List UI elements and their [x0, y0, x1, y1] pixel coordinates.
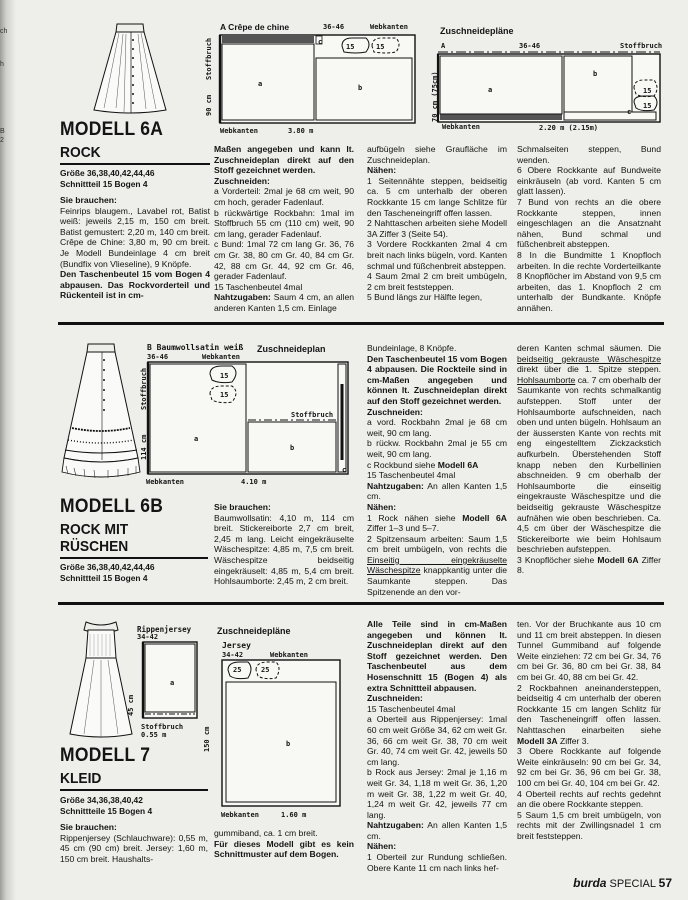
- fabric-name: B Baumwollsatin weiß: [147, 343, 244, 352]
- sizes-text: Größe 34,36,38,40,42: [60, 795, 143, 805]
- text-column: [367, 619, 507, 873]
- underlined-term: beidseitig gekrauste Wäschespitze: [517, 353, 661, 364]
- piece-15: 15: [643, 87, 652, 95]
- skirt-illustration-6b: [58, 340, 143, 490]
- intro-text: Maßen angegeben und kann lt. Zuschneideplan direkt auf den Stoff gezeichnet werden.: [214, 144, 354, 176]
- sizes-text: Größe 36,38,40,42,44,46: [60, 168, 155, 178]
- step-text: Ziffer 8.: [517, 554, 662, 576]
- bag-note: Den Taschenbeutel 15 vom Bogen 4 abpausen. Das Rockvorderteil und Rückenteil ist in cm-: [60, 269, 210, 301]
- step-text: b rückw. Rockbahn 2mal je 55 cm weit, 90 cm lang.: [367, 438, 507, 459]
- size-range: 34-42: [222, 651, 244, 659]
- size-range: 34-42: [137, 633, 159, 641]
- step-text: direkt über die 1. Spitze steppen.: [517, 364, 661, 375]
- allowance-text: Saum 4 cm, an allen anderen Kanten 1,5 cm. Einlage: [214, 292, 355, 313]
- fabric-length: 3.80 m: [288, 127, 314, 135]
- step-text: 5 Saum 1,5 cm breit umbügeln, von rechts mit der Zwillingsnadel 1 cm breit feststeppen.: [517, 809, 661, 841]
- cutting-heading: Zuschneiden:: [367, 406, 423, 417]
- garment-title: ROCK MIT: [60, 521, 129, 538]
- page-footer: [573, 876, 672, 890]
- piece-15-mirrored: 15: [376, 43, 385, 51]
- step-text: 1 Rock nähen siehe: [367, 512, 456, 523]
- size-range: 36-46: [147, 353, 169, 361]
- needs-text: Rippenjersey (Schlauchware): 0,55 m, 45 cm (90 cm) breit. Jersey: 1,60 m, 150 cm breit. Haushalts-: [60, 832, 208, 864]
- model-reference: Modell 6A: [462, 512, 507, 523]
- step-text: 2 Spitzensaum arbeiten: Saum 1,5 cm breit umbügeln, von rechts die: [367, 533, 507, 555]
- size-info: [60, 562, 210, 583]
- fold-label: Stoffbruch: [620, 42, 663, 50]
- underlined-term: Hohlsaumborte: [517, 374, 576, 385]
- step-text: a vord. Rockbahn 2mal je 68 cm weit, 90 cm lang.: [367, 417, 507, 438]
- series-label: SPECIAL: [609, 878, 656, 890]
- step-text: 4 Oberteil rechts auf rechts gedehnt an die obere Rockkante steppen.: [517, 788, 661, 810]
- step-text: ca. 7 cm oberhalb der Saumkante von rechts schmalkantig aufsteppen. Stoff unter der Hohlsaumborte aufschneiden, nach oben und unten bügeln. Hohlsaum an der äussersten Kante von rechts mit eng eingestelltem Zickzackstich aufkurbeln. Überstehenden Stoff knapp neben den Kurbellinien abschneiden. 9 cm oberhalb der Hohlsaumborte die einseitig eingekrauste Wäschespitze und die beidseitig gekrauste Wäschespitze aufnähen wie oben beschrieben. Ca. 4,5 cm über der Wäschespitze die Stickereiborte wie beim Hohlsaum beschrieben aufsteppen.: [517, 374, 661, 555]
- piece-a: a: [258, 80, 263, 88]
- text-column: [60, 195, 210, 301]
- section-divider: [58, 602, 664, 605]
- fabric-width: 90 cm: [205, 94, 213, 116]
- allowance-text: An allen Kanten 1,5 cm.: [367, 820, 507, 841]
- text-column: [517, 619, 661, 841]
- fabric-length: 2.20 m (2.15m): [539, 124, 599, 132]
- bag-note: Den Taschenbeutel 15 vom Bogen 4 abpausen. Die Rockteile sind in cm-Maßen angegeben und können lt. Zuschneideplan direkt auf den Stoff gezeichnet werden.: [367, 353, 507, 406]
- step-text: Ziffer 3.: [559, 735, 589, 746]
- title-underline: [60, 557, 208, 559]
- step-text: 15 Taschenbeutel 4mal: [367, 703, 456, 714]
- piece-a: a: [488, 86, 493, 94]
- fabric-name: Rippenjersey: [137, 625, 192, 634]
- fragment-text: ch: [0, 28, 8, 35]
- cutting-plan-heading: Zuschneideplan: [257, 344, 326, 354]
- step-text: knappkantig unter die Saumkante steppen. Das Spitzenende an den vor-: [367, 565, 507, 597]
- fold-label: Stoffbruch: [205, 37, 213, 80]
- garment-title-line2: RÜSCHEN: [60, 538, 129, 555]
- model-title: MODELL 6B: [60, 496, 164, 517]
- fabric-width: 70 cm (75cm): [431, 71, 439, 122]
- fold-label: Stoffbruch: [141, 723, 184, 731]
- text-column: [214, 502, 354, 587]
- needs-text: Baumwollsatin: 4,10 m, 114 cm breit. Stickereiborte 2,7 cm breit, 2,45 m lang. Leicht eingekräuselte Wäschespitze: 4,85 m, 7,5 cm breit. Wäschespitze beidseitig eingekräuselt: 4,85 m, 5,4 cm breit. Hohlsaumborte: 2,45 m, 2 cm breit.: [214, 512, 354, 587]
- step-text: 5 Bund längs zur Hälfte legen,: [367, 292, 483, 303]
- fabric-length: 4.10 m: [241, 478, 267, 486]
- allowance-text: An allen Kanten 1,5 cm.: [367, 480, 507, 502]
- step-text: 15 Taschenbeutel 4mal: [214, 281, 303, 292]
- fold-label-right: Stoffbruch: [291, 411, 334, 419]
- selvage-label: Webkanten: [370, 23, 408, 31]
- fabric-width: 150 cm: [203, 726, 211, 752]
- piece-15-mirrored: 15: [220, 391, 229, 399]
- step-text: c Bund: 1mal 72 cm lang Gr. 36, 76 cm Gr. 38, 80 cm Gr. 40, 84 cm Gr. 42, 88 cm Gr. 44, 92 cm Gr. 46, gerader Fadenlauf.: [214, 239, 354, 282]
- piece-15: 15: [220, 372, 229, 380]
- allowance-heading: Nahtzugaben:: [367, 480, 424, 491]
- step-text: 1 Seitennähte steppen, beidseitig ca. 5 cm unterhalb der oberen Rockkante 15 cm lange Schlitze für den Tascheneingriff offen lassen.: [367, 175, 507, 218]
- needs-text: Feinrips blaugem., Lavabel rot, Batist weiß: jeweils 2,15 m, 150 cm breit. Batist gemustert: 2,20 m, 140 cm breit. Crêpe de Chine: 3,80 m, 90 cm breit. Je Modell Bundeinlage 4 cm breit (Bundfix von Vlieseline), 9 Knöpfe.: [60, 205, 210, 269]
- step-text: 8 In die Bundmitte 1 Knopfloch arbeiten. In die rechte Vorderteilkante 8 Knopflöcher im Abstand von 9,5 cm arbeiten, das 1. Knopfloch 2 cm unterhalb der Bundkante. Knöpfe annähen.: [517, 249, 661, 313]
- piece-a: a: [194, 435, 199, 443]
- model-title: MODELL 6A: [60, 119, 164, 140]
- piece-15: 15: [346, 43, 355, 51]
- page-number: 57: [658, 876, 672, 890]
- cutting-plan-6a: [430, 48, 670, 126]
- sewing-heading: Nähen:: [367, 501, 397, 512]
- garment-title: KLEID: [60, 770, 102, 787]
- intro-text: Bundeinlage, 8 Knöpfe.: [367, 343, 457, 353]
- step-text: 6 Obere Rockkante auf Bundweite einkräuseln (ab vord. Kanten 5 cm glatt lassen).: [517, 165, 661, 197]
- fabric-width: 45 cm: [127, 694, 135, 716]
- piece-b: b: [290, 444, 295, 452]
- model-reference: Modell 6A: [437, 459, 479, 470]
- text-column: [517, 343, 661, 576]
- cutting-plans-heading: Zuschneidepläne: [217, 626, 291, 636]
- step-text: 3 Vordere Rockkanten 2mal 4 cm breit nach links bügeln, vord. Kanten schmal und füßchenbreit absteppen.: [367, 239, 507, 271]
- piece-b: b: [358, 84, 363, 92]
- pattern-note: Für dieses Modell gibt es kein Schnittmuster auf dem Bogen.: [214, 838, 354, 860]
- step-text: 1 Oberteil zur Rundung schließen. Obere Kante 11 cm nach links hef-: [367, 852, 507, 873]
- dress-illustration-7: [66, 618, 136, 740]
- piece-25: 25: [233, 666, 242, 674]
- size-info: [60, 168, 210, 189]
- model-title: MODELL 7: [60, 745, 151, 766]
- text-column: [517, 144, 661, 314]
- size-info: [60, 795, 210, 816]
- step-text: 2 Nahttaschen arbeiten siehe Modell 3A Ziffer 3 (Seite 54).: [367, 218, 507, 239]
- piece-c: c: [318, 38, 323, 46]
- title-underline: [60, 789, 208, 791]
- intro-text: Alle Teile sind in cm-Maßen angegeben und können lt. Zuschneideplan direkt auf den Stoff gezeichnet werden. Den Taschenbeutel aus dem Hosenschnitt 15 (Bogen 4) als extra Schnittteil abpausen.: [367, 619, 507, 693]
- selvage-label-bottom: Webkanten: [146, 478, 184, 486]
- pattern-piece-text: Schnittteil 15 Bogen 4: [60, 178, 148, 189]
- selvage-label-bottom: Webkanten: [220, 127, 258, 135]
- fabric-length: 1.60 m: [281, 811, 307, 819]
- fabric-length: 0.55 m: [141, 731, 167, 739]
- size-range: 36-46: [323, 23, 345, 31]
- step-text: c Rockbund siehe: [367, 459, 436, 470]
- cutting-plan-6a-crepe: [206, 32, 418, 127]
- previous-page-fragment: [0, 28, 7, 144]
- step-text: 4 Saum 2mal 2 cm breit umbügeln, 2 cm breit feststeppen.: [367, 271, 507, 292]
- fabric-name: Jersey: [222, 641, 251, 650]
- needs-heading: Sie brauchen:: [60, 195, 117, 205]
- fabric-width: 114 cm: [140, 434, 148, 460]
- step-text: 7 Bund von rechts an die obere Rockkante steppen, innen eingeschlagen an die Ansatznaht nähen, Bund schmal und füßchenbreit absteppen.: [517, 196, 661, 250]
- text-column: [367, 144, 507, 303]
- piece-c: c: [627, 108, 632, 116]
- piece-c: c: [342, 466, 347, 474]
- cutting-heading: Zuschneiden:: [367, 693, 423, 704]
- skirt-illustration-6a: [90, 20, 170, 115]
- fragment-text: h: [0, 61, 4, 68]
- fold-label-left: Stoffbruch: [140, 367, 148, 410]
- allowance-heading: Nahtzugaben:: [214, 292, 271, 303]
- intro-text: Schmalseiten steppen, Bund wenden.: [517, 144, 661, 165]
- model-reference: Modell 3A: [517, 735, 558, 746]
- fragment-text: 2: [0, 137, 4, 144]
- text-column: [367, 343, 507, 597]
- cutting-heading: Zuschneiden:: [214, 175, 270, 186]
- step-text: deren Kanten schmal säumen. Die: [517, 343, 661, 353]
- intro-text: ten. Vor der Bruchkante aus 10 cm und 11 cm breit absteppen. In diesen Tunnel Gummiband auf folgende Weite einziehen: 72 cm bei Gr. 34, 76 cm bei Gr. 36, 80 cm bei Gr. 38, 84 cm bei Gr. 40, 88 cm bei Gr. 42.: [517, 619, 661, 682]
- title-underline: [60, 163, 210, 165]
- brand-logo: burda: [573, 876, 607, 890]
- cutting-plan-jersey: [216, 658, 346, 810]
- selvage-label: Webkanten: [202, 353, 240, 361]
- step-text: Ziffer 1–3 und 5–7.: [367, 523, 439, 534]
- sewing-heading: Nähen:: [367, 165, 397, 176]
- piece-a: a: [170, 679, 175, 687]
- piece-25-mirrored: 25: [261, 666, 270, 674]
- step-text: 3 Obere Rockkante auf folgende Weite einkräuseln: 90 cm bei Gr. 34, 92 cm bei Gr. 36, 96 cm bei Gr. 38, 100 cm bei Gr. 40, 104 cm bei Gr. 42.: [517, 746, 661, 788]
- section-divider: [58, 322, 664, 325]
- intro-text: aufbügeln siehe Graufläche im Zuschneideplan.: [367, 144, 507, 165]
- step-text: gummiband, ca. 1 cm breit.: [214, 828, 318, 838]
- needs-heading: Sie brauchen:: [214, 502, 271, 512]
- cutting-plan-6b: [140, 360, 350, 480]
- step-text: b Rock aus Jersey: 2mal je 1,16 m weit Gr. 34, 1,18 m weit Gr. 36, 1,20 m weit Gr. 38, 1,22 m weit Gr. 40, 1,24 m weit Gr. 42, jeweils 77 cm lang.: [367, 767, 507, 820]
- step-text: 2 Rockbahnen aneinandersteppen, beidseitig 4 cm unterhalb der oberen Rockkante 15 cm langen Schlitz für den Tascheneingriff offen lassen. Nahttaschen einarbeiten siehe: [517, 682, 661, 735]
- step-text: a Oberteil aus Rippenjersey: 1mal 60 cm weit Größe 34, 62 cm weit Gr. 36, 66 cm weit Gr. 38, 70 cm weit Gr. 40, 74 cm weit Gr. 42, jeweils 50 cm lang.: [367, 714, 507, 767]
- step-text: b rückwärtige Rockbahn: 1mal im Stoffbruch 55 cm (110 cm) weit, 90 cm lang, gerader Fadenlauf.: [214, 207, 354, 239]
- sizes-text: Größe 36,38,40,42,44,46: [60, 562, 155, 572]
- step-text: 3 Knopflöcher siehe: [517, 554, 595, 565]
- selvage-label-bottom: Webkanten: [221, 811, 259, 819]
- cutting-plans-heading: Zuschneidepläne: [440, 26, 514, 36]
- garment-title: ROCK: [60, 144, 101, 161]
- step-text: a Vorderteil: 2mal je 68 cm weit, 90 cm hoch, gerader Fadenlauf.: [214, 186, 354, 207]
- text-column: [214, 144, 354, 314]
- model-reference: Modell 6A: [597, 554, 639, 565]
- needs-heading: Sie brauchen:: [60, 822, 117, 832]
- underlined-term: Einseitig eingekräuselte Wäschespitze: [367, 554, 507, 576]
- fabric-name: A Crêpe de chine: [220, 22, 290, 32]
- piece-b: b: [286, 740, 291, 748]
- step-text: 15 Taschenbeutel 4mal: [367, 470, 456, 481]
- fabric-letter: A: [441, 42, 446, 50]
- fragment-text: B: [0, 128, 5, 135]
- piece-15-mirrored: 15: [643, 102, 652, 110]
- size-range: 36-46: [519, 42, 541, 50]
- pattern-piece-text: Schnittteile 15 Bogen 4: [60, 805, 153, 816]
- selvage-label: Webkanten: [270, 651, 308, 659]
- text-column: [214, 828, 354, 860]
- pattern-piece-text: Schnittteil 15 Bogen 4: [60, 572, 148, 583]
- sewing-heading: Nähen:: [367, 841, 397, 852]
- allowance-heading: Nahtzugaben:: [367, 820, 424, 831]
- piece-b: b: [593, 70, 598, 78]
- selvage-label: Webkanten: [442, 123, 480, 131]
- text-column: [60, 822, 208, 864]
